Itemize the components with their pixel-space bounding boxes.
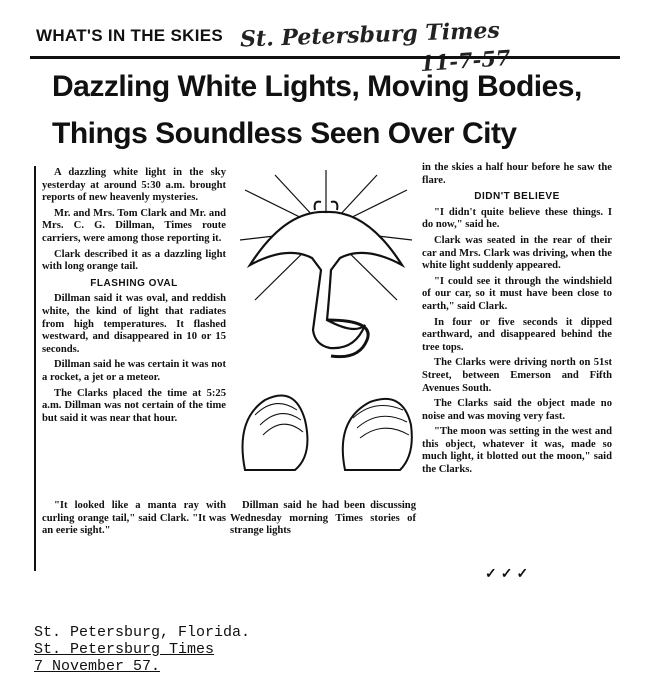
newspaper-clipping	[30, 17, 620, 585]
subhead-didnt-believe: DIDN'T BELIEVE	[474, 191, 560, 203]
article-column-2-bottom	[230, 500, 416, 541]
paragraph: Dillman said he had been discussing Wednesday morning Times stories of strange lights	[230, 500, 416, 537]
paragraph: The Clarks placed the time at 5:25 a.m. Dillman was not certain of the time but said it was near that hour.	[42, 387, 226, 424]
paragraph: Dillman said he was certain it was not a rocket, a jet or a meteor.	[42, 359, 226, 383]
article-column-1	[42, 167, 226, 428]
handwritten-date: 11-7-57	[419, 44, 512, 77]
kicker: WHAT'S IN THE SKIES	[36, 26, 223, 45]
paragraph: The Clarks were driving north on 51st Street, between Emerson and Fifth Avenues South.	[422, 357, 612, 394]
paragraph: "I didn't quite believe these things. I do now," said he.	[422, 206, 612, 231]
left-frame-rule	[34, 166, 36, 571]
paragraph: The Clarks said the object made no noise and was moving very fast.	[422, 398, 612, 422]
paragraph: A dazzling white light in the sky yesterday at around 5:30 a.m. brought reports of new heavenly mysteries.	[42, 167, 226, 204]
paragraph: in the skies a half hour before he saw the flare.	[422, 162, 612, 186]
paragraph: "The moon was setting in the west and this object, whatever it was, made so much light, it blotted out the moon," said the Clarks.	[422, 426, 612, 476]
handwritten-source: St. Petersburg Times	[239, 17, 501, 53]
caption-date: 7 November 57.	[34, 658, 161, 675]
paragraph: Dillman said it was oval, and reddish white, the kind of light that radiates from high temperatures. It flashed westward, and disappeared in 10 or 15 seconds.	[42, 293, 226, 355]
paragraph: "I could see it through the windshield of our car, so it must have been close to earth," said Clark.	[422, 275, 612, 312]
caption-city: St. Petersburg, Florida.	[34, 624, 251, 641]
headline-line-1: Dazzling White Lights, Moving Bodies,	[52, 70, 582, 103]
caption-newspaper: St. Petersburg Times	[34, 641, 215, 658]
article-column-3	[422, 162, 612, 480]
paragraph: Clark described it as a dazzling light with long orange tail.	[42, 248, 226, 273]
paragraph: "It looked like a manta ray with curling orange tail," said Clark. "It was an eerie sight."	[42, 500, 226, 537]
paragraph: In four or five seconds it dipped earthward, and disappeared behind the tree tops.	[422, 316, 612, 353]
kicker-rule	[30, 56, 620, 59]
paragraph: Mr. and Mrs. Tom Clark and Mr. and Mrs. C. G. Dillman, Times route carriers, were among those reporting it.	[42, 207, 226, 244]
subhead-flashing-oval: FLASHING OVAL	[90, 277, 178, 289]
source-caption	[34, 624, 250, 675]
end-marks: ✓✓✓	[485, 567, 533, 582]
manta-ray-illustration	[235, 170, 417, 490]
article-column-1-bottom	[42, 500, 226, 541]
headline-line-2: Things Soundless Seen Over City	[52, 117, 517, 150]
paragraph: Clark was seated in the rear of their car and Mrs. Clark was driving, when the white light suddenly appeared.	[422, 234, 612, 272]
